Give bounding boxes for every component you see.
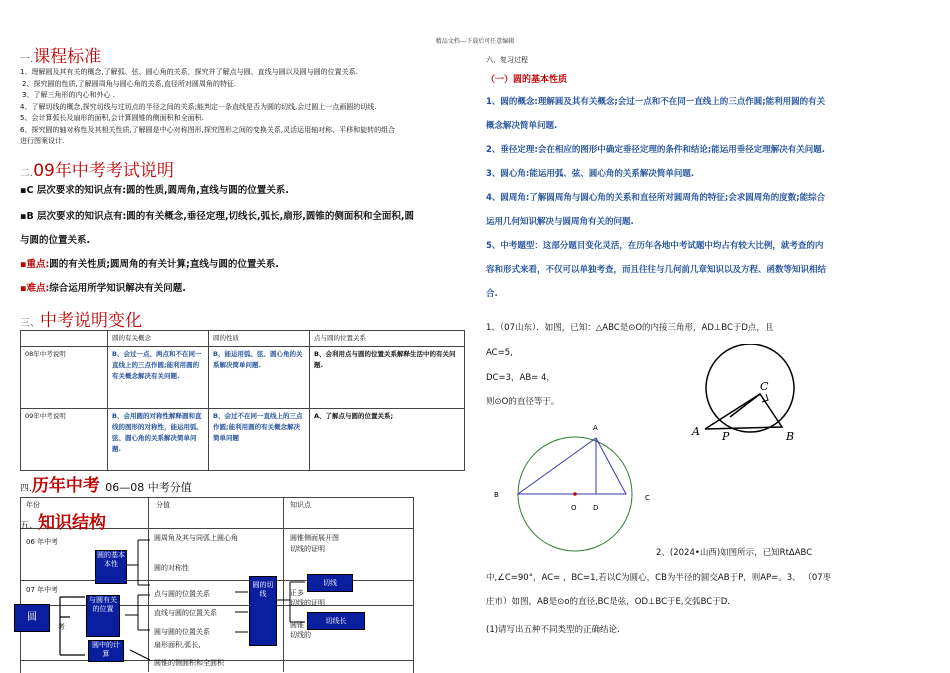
label-c: C	[645, 494, 650, 502]
year-08: 考	[58, 623, 65, 631]
table-cell: B、会过不在同一直线上的三点作圆;能利用圆的有关概念解决简单问题	[209, 409, 310, 471]
level-b-text-cont: 与圆的位置关系.	[20, 235, 91, 246]
col-knowledge: 知识点	[290, 501, 311, 509]
circle-root-box: 圆	[14, 604, 50, 632]
year-06: 06 年中考	[26, 538, 59, 546]
review-item-5-end: 合.	[486, 289, 498, 299]
label-b: B	[786, 430, 795, 443]
review-item-1: 1、圆的概念:理解圆及其有关概念;会过一点和不在同一直线上的三点作圆;能利用圆的有关	[486, 97, 826, 107]
table-row-label: 09年中考说明	[21, 409, 108, 471]
tangent-box: 圆的切线	[249, 576, 277, 646]
key-points-text: 圆的有关性质;圆周角的有关计算;直线与圆的位置关系.	[49, 259, 279, 270]
table-row-label: 08年中考说明	[21, 347, 108, 409]
question-1-given: AC=5,	[486, 348, 513, 358]
label-a: A	[692, 425, 700, 438]
section-5-title: 知识结构	[38, 513, 107, 533]
knowledge-item: 直线与圆的位置关系	[154, 609, 217, 617]
col-score: 分值	[156, 501, 170, 509]
curriculum-line: 6、探究圆的轴对称性及其相关性质,了解圆是中心对称图形,探究图形之间的变换关系,灵活运用轴对称、平移和旋转的组合	[20, 125, 396, 134]
position-relation-box: 与圆有关的位置	[86, 595, 120, 637]
label-b: B	[494, 491, 499, 499]
table-header: 点与圆的位置关系	[310, 331, 465, 347]
level-c-text: ▪C 层次要求的知识点有:圆的性质,圆周角,直线与圆的位置关系.	[20, 185, 289, 196]
knowledge-item: 圆锥	[290, 621, 304, 629]
table-header: 圆的性质	[209, 331, 310, 347]
review-items	[486, 92, 934, 304]
review-item-3: 3、圆心角:能运用弧、弦、圆心角的关系解决简单问题.	[486, 169, 695, 179]
col-year: 年份	[26, 501, 40, 509]
curriculum-line: 5、会计算弧长及扇形的面积,会计算圆锥的侧面积和全面积.	[20, 114, 204, 122]
knowledge-item: 圆的对称性	[154, 564, 189, 572]
knowledge-item: 点与圆的位置关系	[154, 590, 210, 598]
section-3-title: 中考说明变化	[40, 311, 142, 331]
level-b-text: ▪B 层次要求的知识点有:圆的有关概念,垂径定理,切线长,弧长,扇形,圆锥的侧面积和全面积,圆	[20, 211, 414, 222]
tangent-length-box: 切线长	[307, 612, 365, 630]
review-item-1-cont: 概念解决简单问题.	[486, 121, 558, 131]
figure-2-circle	[488, 418, 668, 553]
knowledge-item: 正多	[290, 589, 304, 597]
figure-1-circle	[690, 344, 810, 444]
question-2-text: 2、(2024•山西)如图所示，已知RtΔABC	[656, 548, 813, 558]
knowledge-item: 切线的	[290, 631, 311, 639]
knowledge-structure-lines	[0, 0, 420, 672]
page-header: 精品文档---下载后可任意编辑	[435, 38, 515, 45]
curriculum-line: 4、了解切线的概念,探究切线与过切点的半径之间的关系;能判定一条直线是否为圆的切线,会过圆上一点画圆的切线.	[20, 102, 377, 111]
table-cell: A、了解点与圆的位置关系;	[310, 409, 465, 471]
label-o: O	[571, 504, 577, 512]
label-p: P	[722, 430, 730, 443]
review-item-4: 4、圆周角:了解圆周角与圆心角的关系和直径所对圆周角的特征;会求圆周角的度数;能综合	[486, 193, 826, 203]
table-header: 圆的有关概念	[108, 331, 209, 347]
curriculum-line: 进行图案设计.	[20, 137, 65, 145]
knowledge-item: 切线的证明	[290, 545, 325, 553]
table-cell: B、能运用弧、弦、圆心角的关系解决简单问题.	[209, 347, 310, 409]
question-3-ask: (1)请写出五种不同类型的正确结论.	[486, 625, 620, 635]
question-2-cont: 中,∠C=90°，AC= ，BC=1,若以C为圆心，CB为半径的圆交AB于P，则AP=。3、 （07枣	[486, 573, 832, 583]
review-item-2: 2、垂径定理:会在相应的图形中确定垂径定理的条件和结论;能运用垂径定理解决有关问题.	[486, 145, 825, 155]
key-points-label: ▪重点:	[20, 259, 50, 270]
year-07: 07 年中考	[26, 586, 59, 594]
question-1-given: DC=3，AB= 4，	[486, 373, 555, 383]
table-cell: B、会利用点与圆的位置关系解释生活中的有关问题.	[310, 347, 465, 409]
tangent-line-box: 切线	[307, 574, 353, 592]
table-cell: B、会用圆的对称性解释圆和直线的图形的对称性，能运用弧、弦、圆心角的关系解决简单问题.	[108, 409, 209, 471]
section-2-title: 09年中考考试说明	[33, 161, 174, 181]
basic-properties-heading: （一）圆的基本性质	[486, 75, 568, 85]
label-c: C	[760, 380, 769, 393]
knowledge-item: 圆锥侧面展开图	[290, 534, 339, 542]
calculation-box: 圆中的计算	[88, 640, 124, 662]
label-a: A	[593, 424, 598, 432]
curriculum-line: 2、探究圆的性质,了解圆周角与圆心角的关系,直径所对圆周角的特征.	[22, 79, 237, 88]
difficulty-label: ▪难点:	[20, 283, 50, 294]
basic-properties-box: 圆的基本本性	[95, 550, 127, 584]
review-item-5: 5、中考题型：这部分题目变化灵活，在历年各地中考试题中均占有较大比例，就考查的内	[486, 241, 824, 251]
section-3-num: 三、	[20, 318, 40, 329]
review-item-4-cont: 运用几何知识解决与圆周角有关的问题.	[486, 217, 634, 227]
knowledge-item: 切线的证明	[290, 599, 325, 607]
review-item-5-cont: 容和形式来看，不仅可以单独考查，而且往往与几何前几章知识以及方程、函数等知识相结	[486, 265, 827, 275]
review-heading: 六、复习过程	[486, 56, 528, 64]
section-5-num: 五、	[20, 521, 39, 531]
section-4-subtitle: 06—08 中考分值	[105, 481, 192, 494]
knowledge-item: 圆锥的侧面积和全面积	[154, 659, 224, 667]
difficulty-text: 综合运用所学知识解决有关问题.	[49, 283, 186, 294]
knowledge-item: 圆周角及其与同弧上圆心角	[154, 534, 238, 542]
knowledge-item: 扇形面积,弧长,	[154, 641, 201, 649]
question-3-text: 庄市）如图，AB是⊙o的直径,BC是弦，OD⊥BC于E,交弧BC于D.	[486, 597, 730, 607]
question-1-ask: 则⊙O的直径等于。	[486, 397, 560, 407]
curriculum-line: 1、理解圆及其有关的概念,了解弧、弦、圆心角的关系，探究并了解点与圆、直线与圆以及圆与圆的位置关系.	[20, 68, 358, 76]
knowledge-item: 圆与圆的位置关系	[154, 628, 210, 636]
section-4-num: 四.	[20, 484, 32, 494]
curriculum-line: 3、了解三角形的内心和外心 .	[22, 91, 115, 99]
section-4-title: 历年中考	[31, 476, 100, 496]
section-2-num: 二.	[20, 168, 34, 179]
section-1-title: 课程标准	[33, 47, 102, 67]
table-cell: B、会过一点、两点和不在同一直线上的三点作圆;能利用圆的有关概念解决有关问题.	[108, 347, 209, 409]
label-d: D	[593, 504, 599, 512]
question-1-text: 1、（07山东）．如图，已知：△ABC是⊙O的内接三角形，AD⊥BC于D点，且	[486, 323, 774, 333]
section-1-num: 一.	[20, 54, 34, 65]
